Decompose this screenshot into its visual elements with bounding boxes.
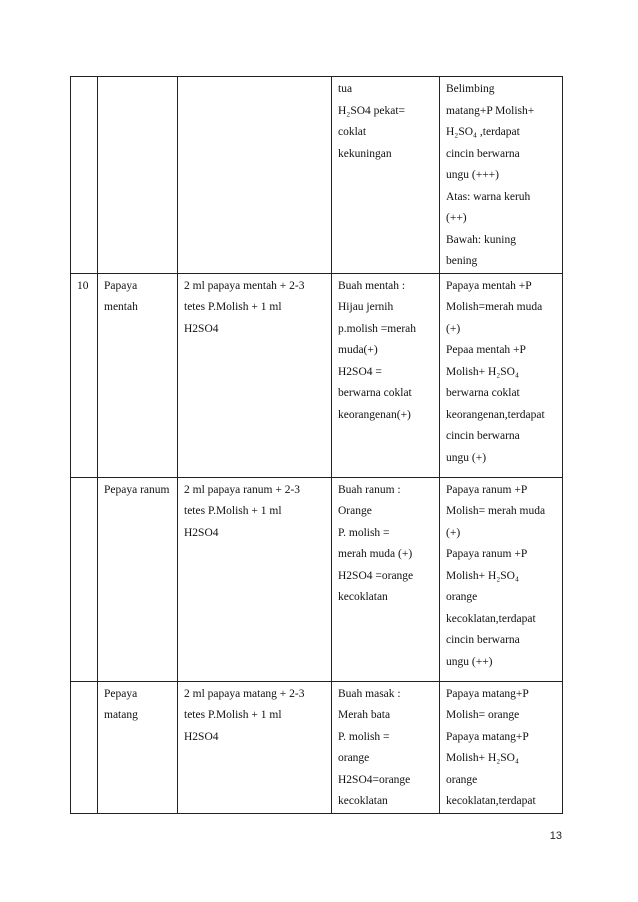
cell-line: muda(+) — [338, 344, 378, 356]
page-number: 13 — [549, 830, 562, 842]
cell-line: 10 — [77, 279, 89, 292]
cell-line: Buah ranum : — [338, 483, 401, 496]
sample-cell — [98, 477, 178, 681]
cell-line: cincin berwarna — [446, 430, 520, 442]
observation-cell — [332, 681, 440, 813]
cell-line: mentah — [104, 301, 138, 313]
cell-line: Papaya matang+P — [446, 687, 529, 700]
cell-line: p.molish =merah — [338, 322, 417, 335]
cell-line: kecoklatan,terdapat — [446, 795, 536, 807]
cell-line: H2SO4 — [184, 730, 219, 743]
cell-line: Bawah: kuning — [446, 233, 516, 246]
result-cell — [440, 77, 563, 274]
cell-line: matang+P Molish+ — [446, 104, 535, 117]
cell-line: keorangenan,terdapat — [446, 408, 545, 421]
cell-line: Papaya ranum +P — [446, 548, 528, 560]
cell-line: cincin berwarna — [446, 634, 520, 646]
row-number-cell — [71, 77, 98, 274]
cell-line: tetes P.Molish + 1 ml — [184, 709, 282, 721]
procedure-cell — [178, 273, 332, 477]
cell-line: ungu (++) — [446, 655, 493, 668]
sample-cell — [98, 273, 178, 477]
cell-line: tua — [338, 83, 353, 95]
cell-line: kecoklatan — [338, 591, 388, 603]
cell-line: bening — [446, 255, 478, 267]
cell-line: Orange — [338, 505, 372, 517]
cell-line: H2SO4=orange — [338, 773, 411, 786]
cell-line: orange — [338, 752, 370, 764]
cell-line: cincin berwarna — [446, 147, 520, 160]
cell-line: Buah mentah : — [338, 279, 406, 292]
row-number-cell — [71, 681, 98, 813]
row-number-cell — [71, 273, 98, 477]
cell-line: H2SO4 =orange — [338, 569, 414, 582]
cell-line: Molish= orange — [446, 709, 520, 721]
cell-line: (+) — [446, 526, 461, 539]
observation-cell — [332, 77, 440, 274]
cell-line: merah muda (+) — [338, 548, 413, 560]
table-body — [71, 77, 563, 814]
cell-line: Molish+ H₂SO₄ — [446, 752, 519, 764]
cell-line: (++) — [446, 212, 467, 224]
row-number-cell — [71, 477, 98, 681]
cell-line: Papaya — [104, 279, 138, 292]
cell-line: kecoklatan — [338, 795, 388, 807]
cell-line: Molish+ H₂SO₄ — [446, 569, 519, 582]
cell-line: Buah masak : — [338, 687, 401, 700]
cell-line: Merah bata — [338, 709, 391, 721]
cell-line: (+) — [446, 322, 461, 335]
cell-line: 2 ml papaya ranum + 2-3 — [184, 483, 301, 496]
cell-line: H2SO4 = — [338, 365, 382, 378]
cell-line: H₂SO₄ ,terdapat — [446, 126, 520, 138]
procedure-cell — [178, 77, 332, 274]
cell-line: H2SO4 — [184, 322, 219, 335]
cell-line: kecoklatan,terdapat — [446, 612, 536, 625]
cell-line: ungu (+) — [446, 451, 487, 464]
cell-line: Molish=merah muda — [446, 301, 543, 313]
table-row — [71, 681, 563, 813]
cell-line: tetes P.Molish + 1 ml — [184, 505, 282, 517]
cell-line: berwarna coklat — [338, 387, 412, 399]
cell-line: Belimbing — [446, 83, 495, 95]
cell-line: orange — [446, 591, 478, 603]
cell-line: P. molish = — [338, 730, 390, 743]
cell-line: P. molish = — [338, 526, 390, 539]
table-row — [71, 273, 563, 477]
cell-line: Papaya matang+P — [446, 730, 529, 743]
cell-line: coklat — [338, 126, 367, 138]
cell-line: Molish+ H₂SO₄ — [446, 365, 519, 378]
cell-line: berwarna coklat — [446, 387, 520, 399]
procedure-cell — [178, 477, 332, 681]
results-table — [70, 76, 563, 814]
cell-line: tetes P.Molish + 1 ml — [184, 301, 282, 313]
cell-line: 2 ml papaya mentah + 2-3 — [184, 279, 305, 292]
cell-line: Papaya mentah +P — [446, 279, 532, 292]
cell-line: Hijau jernih — [338, 301, 394, 313]
cell-line: Pepaa mentah +P — [446, 344, 526, 356]
table-row — [71, 477, 563, 681]
cell-line: 2 ml papaya matang + 2-3 — [184, 687, 305, 700]
cell-line: H₂SO4 pekat= — [338, 104, 406, 117]
cell-line: keorangenan(+) — [338, 408, 411, 421]
result-cell — [440, 681, 563, 813]
cell-line: Pepaya ranum — [104, 483, 170, 496]
procedure-cell — [178, 681, 332, 813]
sample-cell — [98, 77, 178, 274]
cell-line: matang — [104, 709, 138, 721]
table-row — [71, 77, 563, 274]
cell-line: ungu (+++) — [446, 169, 499, 181]
cell-line: Pepaya — [104, 687, 138, 700]
cell-line: H2SO4 — [184, 526, 219, 539]
cell-line: Atas: warna keruh — [446, 190, 531, 203]
cell-line: Molish= merah muda — [446, 505, 546, 517]
cell-line: kekuningan — [338, 147, 392, 160]
sample-cell — [98, 681, 178, 813]
result-cell — [440, 273, 563, 477]
observation-cell — [332, 273, 440, 477]
result-cell — [440, 477, 563, 681]
cell-line: Papaya ranum +P — [446, 483, 528, 496]
observation-cell — [332, 477, 440, 681]
cell-line: orange — [446, 773, 478, 786]
